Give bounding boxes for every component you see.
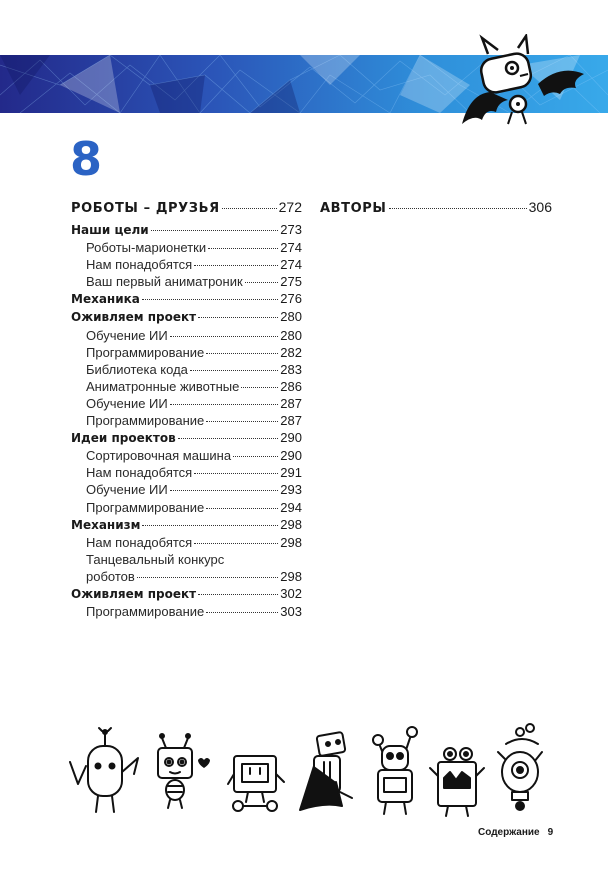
toc-entry-section[interactable] [71,308,302,326]
toc-leader-dots [233,456,278,457]
toc-entry-page: 303 [280,604,302,620]
toc-entry-chapter[interactable] [71,197,302,219]
toc-entry-title: Оживляем проект [71,586,197,601]
toc-entry-section[interactable] [71,290,302,308]
toc-leader-dots [222,208,277,209]
toc-leader-dots [206,353,278,354]
footer-page-number: 9 [547,827,554,838]
toc-entry-subsection[interactable] [71,534,302,551]
toc-entry-section[interactable] [71,585,302,603]
flying-robot-illustration [460,34,588,130]
toc-leader-dots [198,317,278,318]
toc-entry-title: Обучение ИИ [86,482,168,498]
toc-leader-dots [190,370,278,371]
toc-entry-subsection[interactable] [71,499,302,516]
toc-entry-page: 273 [280,222,302,237]
toc-entry-title: АВТОРЫ [320,201,387,216]
toc-entry-title: Библиотека кода [86,361,188,377]
toc-entry-title: РОБОТЫ – ДРУЗЬЯ [71,201,220,216]
toc-entry-title: роботов [86,568,135,584]
toc-entry-subsection[interactable] [71,256,302,273]
toc-entry-title-line1[interactable]: Танцевальный конкурс [86,551,225,567]
toc-leader-dots [206,508,278,509]
toc-leader-dots [198,594,278,595]
toc-entry-subsection[interactable] [71,464,302,481]
toc-entry-page: 272 [278,199,302,215]
toc-entry-page: 286 [280,378,302,394]
toc-entry-page: 274 [280,240,302,256]
toc-leader-dots [151,230,279,231]
toc-entry-title: Ваш первый аниматроник [86,274,243,290]
toc-entry-page: 280 [280,327,302,343]
toc-leader-dots [194,543,278,544]
chapter-number: 8 [70,132,104,186]
toc-entry-page: 290 [280,430,302,446]
toc-entry-subsection[interactable] [71,378,302,395]
toc-entry-page: 280 [280,309,302,325]
toc-entry-title: Идеи проектов [71,431,176,446]
toc-entry-section[interactable] [71,221,302,239]
toc-entry-subsection[interactable] [71,568,302,585]
toc-entry-title: Нам понадобятся [86,465,193,481]
toc-entry-subsection[interactable] [71,481,302,498]
toc-entry-title: Программирование [86,499,205,515]
toc-leader-dots [142,299,278,300]
toc-leader-dots [241,387,278,388]
toc-entry-page: 276 [280,291,302,307]
toc-entry-page: 294 [280,499,302,515]
toc-entry-page: 287 [280,413,302,429]
toc-entry-subsection[interactable] [71,273,302,290]
toc-leader-dots [206,612,278,613]
toc-leader-dots [194,265,278,266]
toc-entry-title: Обучение ИИ [86,395,168,411]
toc-entry-subsection[interactable] [71,412,302,429]
toc-entry-title: Программирование [86,344,205,360]
toc-entry-title: Наши цели [71,223,149,237]
toc-entry-title: Механизм [71,517,141,532]
toc-entry-title: Аниматронные животные [86,378,240,394]
toc-entry-title: Нам понадобятся [86,257,193,273]
toc-entry-title: Сортировочная машина [86,448,232,464]
toc-entry-title: Обучение ИИ [86,327,168,343]
footer-section-name: Содержание [478,827,540,838]
toc-right-column [320,197,552,221]
toc-entry-title: Роботы-марионетки [86,240,207,256]
toc-entry-page: 298 [280,516,302,532]
toc-entry-title: Оживляем проект [71,310,197,325]
toc-leader-dots [389,208,527,209]
toc-entry-subsection[interactable] [71,395,302,412]
toc-leader-dots [142,525,278,526]
toc-entry-page: 298 [280,568,302,584]
toc-leader-dots [137,577,279,578]
toc-entry-page: 282 [280,344,302,360]
toc-leader-dots [206,421,278,422]
toc-leader-dots [170,404,279,405]
toc-entry-page: 275 [280,274,302,290]
toc-entry-page: 274 [280,257,302,273]
toc-entry-subsection[interactable] [71,327,302,344]
toc-leader-dots [245,282,279,283]
toc-entry-page: 283 [280,361,302,377]
toc-entry-subsection[interactable] [71,344,302,361]
toc-entry-page: 291 [280,465,302,481]
toc-entry-section[interactable] [71,429,302,447]
toc-entry-chapter[interactable] [320,197,552,219]
toc-leader-dots [178,438,279,439]
toc-entry-page: 287 [280,395,302,411]
toc-entry-subsection[interactable] [71,447,302,464]
toc-entry-title: Нам понадобятся [86,534,193,550]
toc-leader-dots [170,490,279,491]
toc-leader-dots [194,473,278,474]
toc-entry-page: 302 [280,585,302,601]
toc-entry-title: Механика [71,292,140,307]
robots-illustration-row [66,722,556,822]
toc-entry-title: Программирование [86,413,205,429]
toc-leader-dots [170,336,279,337]
toc-leader-dots [208,248,278,249]
toc-entry-page: 306 [528,199,552,215]
toc-entry-subsection[interactable] [71,239,302,256]
toc-entry-section[interactable] [71,516,302,534]
page-footer [478,827,553,838]
toc-left-column [71,197,302,620]
toc-entry-page: 293 [280,482,302,498]
toc-entry-page: 290 [280,448,302,464]
toc-entry-page: 298 [280,534,302,550]
toc-entry-subsection[interactable] [71,603,302,620]
toc-entry-title: Программирование [86,604,205,620]
toc-entry-subsection[interactable] [71,361,302,378]
